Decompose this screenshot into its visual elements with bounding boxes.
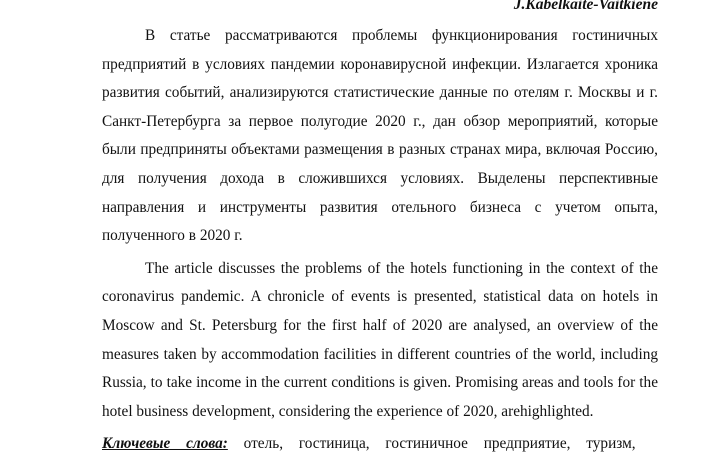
keywords-text: отель, гостиница, гостиничное предприятие, туризм, [243, 435, 636, 453]
abstract-russian: В статье рассматриваются проблемы функционирования гостиничных предприятий в условиях пандемии коронавирусной инфекции. Излагается хроника развития событий, анализируются статистические данные по отелям г. Москвы и г. Санкт-Петербурга за первое полугодие 2020 г., дан обзор мероприятий, которые были предприняты объектами размещения в разных странах мира, включая Россию, для получения дохода в сложившихся условиях. Выделены перспективные направления и инструменты развития отельного бизнеса с учетом опыта, полученного в 2020 г. [102, 27, 658, 245]
abstract-section [102, 22, 658, 459]
author-name: J.Kabelkaite-Vaitkiene [513, 0, 658, 13]
abstract-english: The article discusses the problems of the hotels functioning in the context of the coronavirus pandemic. A chronicle of events is presented, statistical data on hotels in Moscow and St. Petersburg for the first half of 2020 are analysed, an overview of the measures taken by accommodation facilities in different countries of the world, including Russia, to take income in the current conditions is given. Promising areas and tools for the hotel business development, considering the experience of 2020, arehighlighted. [102, 259, 658, 420]
keywords-line [102, 430, 658, 459]
keywords-label: Ключевые слова: [102, 435, 228, 453]
